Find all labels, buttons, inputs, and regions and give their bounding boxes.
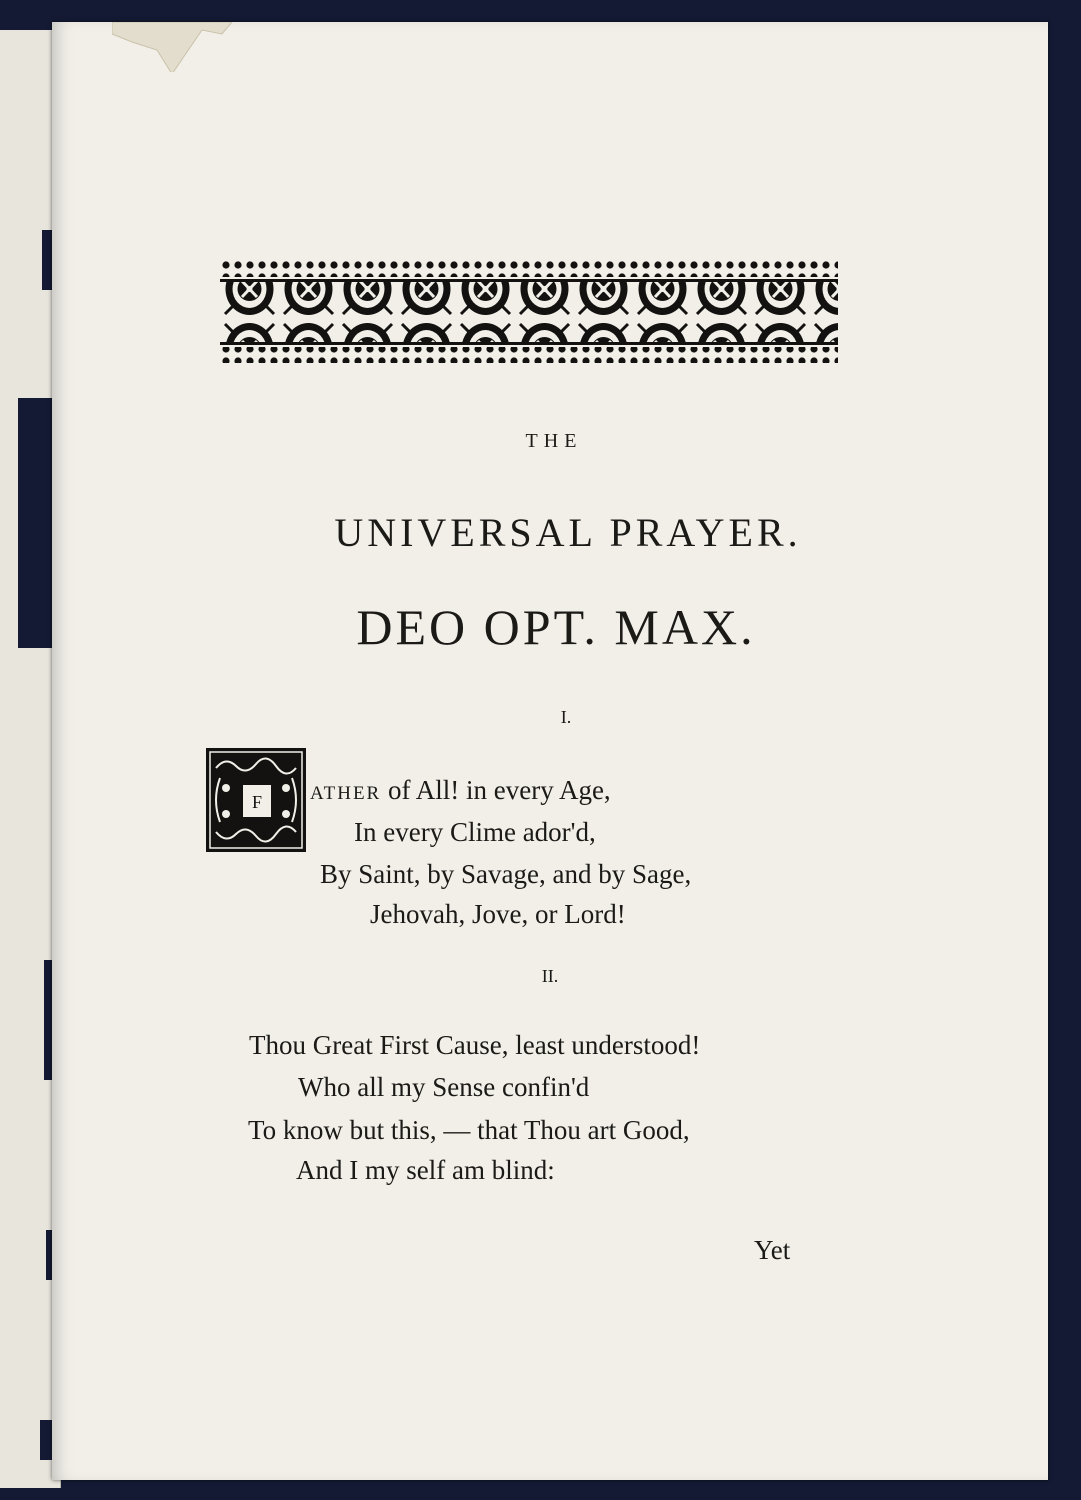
title-article: THE: [525, 430, 583, 452]
verse-line: Thou Great First Cause, least understood!: [249, 1030, 701, 1060]
verse-line: In every Clime ador'd,: [354, 817, 596, 847]
verse-line: To know but this, — that Thou art Good,: [248, 1115, 690, 1145]
drop-cap-letter: F: [251, 792, 263, 812]
decorated-initial: [206, 748, 306, 852]
stanza-number: I.: [560, 707, 572, 727]
verse-line: And I my self am blind:: [296, 1155, 555, 1185]
stanza-number: II.: [541, 966, 559, 986]
verse-line: Who all my Sense confin'd: [298, 1072, 590, 1102]
verse-line: By Saint, by Savage, and by Sage,: [320, 859, 692, 889]
ornamental-headpiece: [220, 259, 838, 363]
dedication-subtitle: DEO OPT. MAX.: [356, 599, 756, 655]
catchword: Yet: [754, 1235, 791, 1265]
verse-line: Jehovah, Jove, or Lord!: [370, 899, 626, 929]
verse-line: ATHER of All! in every Age,: [310, 775, 611, 805]
book-page: [52, 22, 1048, 1480]
torn-corner: [112, 22, 232, 72]
page-title: UNIVERSAL PRAYER.: [334, 510, 802, 555]
